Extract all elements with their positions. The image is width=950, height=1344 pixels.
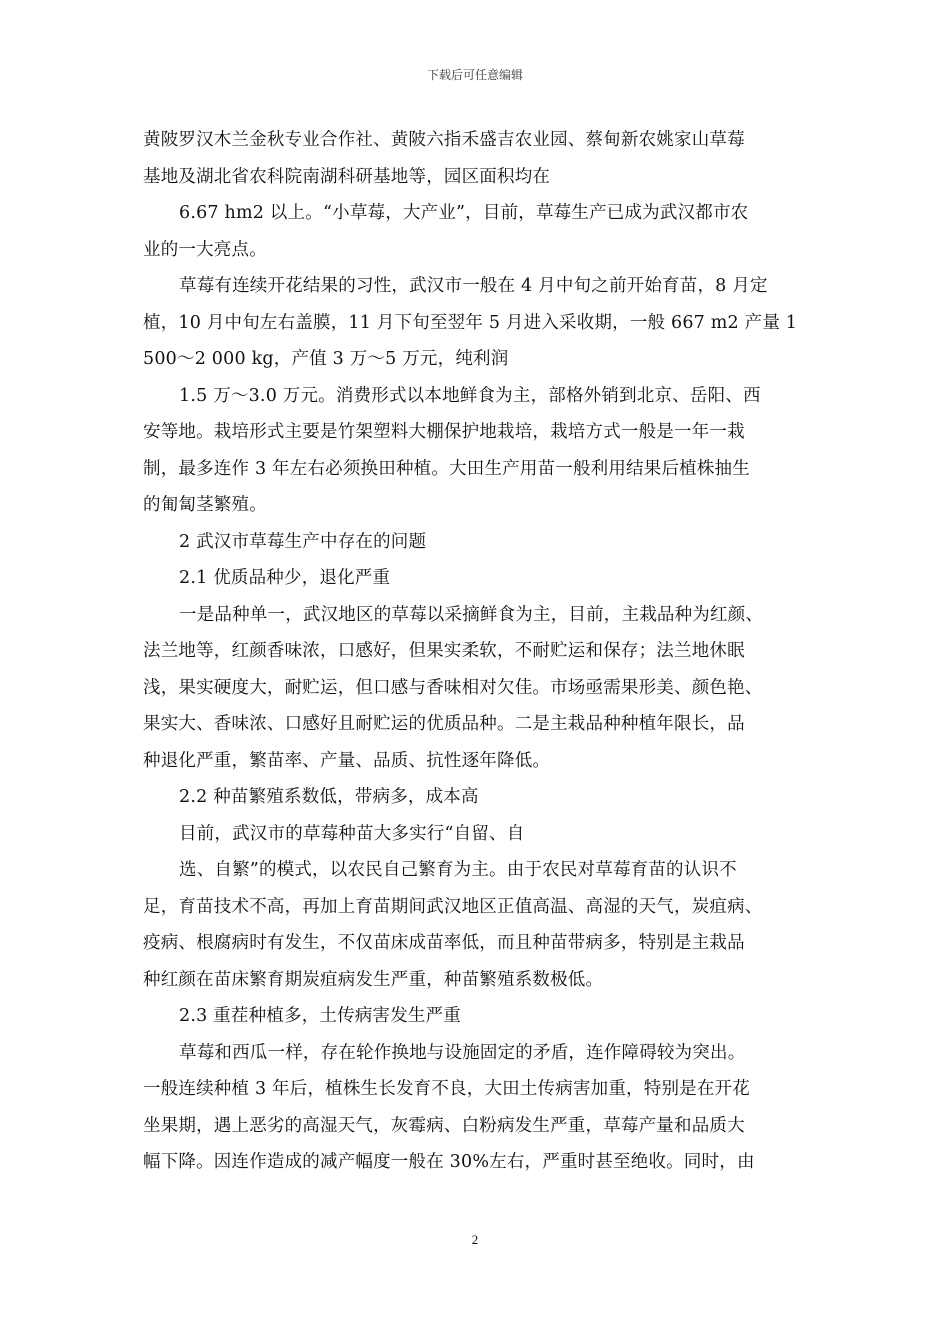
text-line: 1.5 万～3.0 万元。消费形式以本地鲜食为主，部格外销到北京、岳阳、西 (179, 385, 761, 406)
text-line: 业的一大亮点。 (143, 239, 267, 260)
text-line: 疫病、根腐病时有发生，不仅苗床成苗率低，而且种苗带病多，特别是主栽品 (143, 933, 745, 953)
text-line: 草莓和西瓜一样，存在轮作换地与设施固定的矛盾，连作障碍较为突出。 (179, 1042, 746, 1063)
text-line: 2.3 重茬种植多，土传病害发生严重 (179, 1006, 461, 1026)
text-line: 选、自繁”的模式，以农民自己繁育为主。由于农民对草莓育苗的认识不 (179, 860, 737, 880)
text-line: 基地及湖北省农科院南湖科研基地等，园区面积均在 (143, 166, 551, 187)
text-line: 目前，武汉市的草莓种苗大多实行“自留、自 (179, 823, 525, 844)
text-line: 坐果期，遇上恶劣的高湿天气，灰霉病、白粉病发生严重，草莓产量和品质大 (143, 1115, 745, 1136)
text-line: 安等地。栽培形式主要是竹架塑料大棚保护地栽培，栽培方式一般是一年一栽 (143, 422, 745, 442)
text-line: 浅，果实硬度大，耐贮运，但口感与香味相对欠佳。市场亟需果形美、颜色艳、 (143, 677, 763, 698)
text-line: 植，10 月中旬左右盖膜，11 月下旬至翌年 5 月进入采收期，一般 667 m2 产量 1 (143, 312, 798, 333)
text-line: 制，最多连作 3 年左右必须换田种植。大田生产用苗一般利用结果后植株抽生 (143, 458, 750, 479)
text-line: 法兰地等，红颜香味浓，口感好，但果实柔软，不耐贮运和保存；法兰地休眠 (143, 641, 745, 661)
text-line: 2 武汉市草莓生产中存在的问题 (179, 531, 427, 552)
text-line: 2.2 种苗繁殖系数低，带病多，成本高 (179, 787, 479, 807)
text-line: 的匍匐茎繁殖。 (143, 495, 267, 515)
text-line: 草莓有连续开花结果的习性，武汉市一般在 4 月中旬之前开始育苗，8 月定 (179, 276, 768, 296)
text-line: 果实大、香味浓、口感好且耐贮运的优质品种。二是主栽品种种植年限长，品 (143, 714, 745, 734)
text-line: 6.67 hm2 以上。“小草莓，大产业”，目前，草莓生产已成为武汉都市农 (179, 203, 749, 223)
text-line: 一是品种单一，武汉地区的草莓以采摘鲜食为主，目前，主栽品种为红颜、 (179, 604, 764, 625)
text-line: 500～2 000 kg，产值 3 万～5 万元，纯利润 (143, 349, 509, 369)
document-body (143, 122, 811, 1181)
text-line: 足，育苗技术不高，再加上育苗期间武汉地区正值高温、高湿的天气，炭疽病、 (143, 896, 763, 917)
text-line: 种红颜在苗床繁育期炭疽病发生严重，种苗繁殖系数极低。 (143, 969, 604, 990)
page-number: 2 (471, 1232, 479, 1247)
text-line: 黄陂罗汉木兰金秋专业合作社、黄陂六指禾盛吉农业园、蔡甸新农姚家山草莓 (143, 130, 745, 150)
text-line: 2.1 优质品种少，退化严重 (179, 568, 391, 588)
text-line: 幅下降。因连作造成的减产幅度一般在 30%左右，严重时甚至绝收。同时，由 (143, 1152, 755, 1172)
text-line: 一般连续种植 3 年后，植株生长发育不良，大田土传病害加重，特别是在开花 (143, 1079, 750, 1099)
page-header: 下载后可任意编辑 (426, 68, 523, 82)
text-line: 种退化严重，繁苗率、产量、品质、抗性逐年降低。 (143, 750, 551, 771)
